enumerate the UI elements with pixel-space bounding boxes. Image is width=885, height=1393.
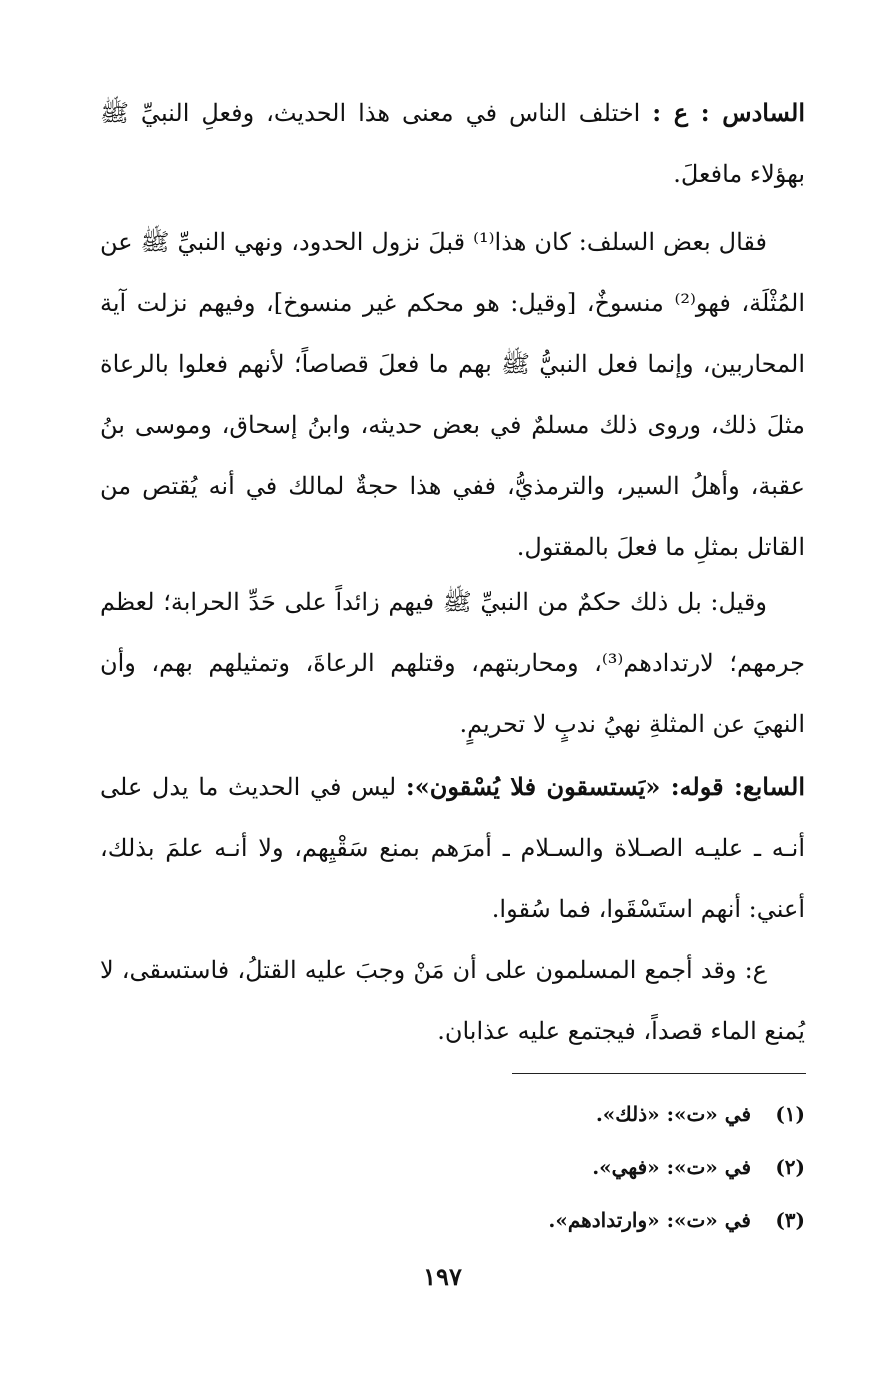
paragraph-text xyxy=(100,212,805,578)
paragraph-sixth xyxy=(100,82,805,205)
footnote-text: في «ت»: «فهي». xyxy=(592,1155,751,1179)
paragraph-body: ليس في الحديث ما يدل على أنـه ـ عليـه الصـلاة والسـلام ـ أمرَهم بمنع سَقْيِهم، ولا أنـه علمَ بذلك، أعني: أنهم استَسْقَوا، فما سُقوا. xyxy=(100,773,805,923)
footnote-number: (١) xyxy=(775,1102,805,1126)
paragraph-seventh xyxy=(100,756,805,940)
paragraph-salaf-opinion xyxy=(100,212,805,578)
footnote-number: (٣) xyxy=(775,1208,805,1232)
footnote-divider xyxy=(512,1073,806,1074)
footnote-item xyxy=(300,1088,805,1141)
paragraph-lead: السادس : ع : xyxy=(652,98,805,127)
paragraph-text xyxy=(100,82,805,205)
paragraph-body: وقيل: بل ذلك حكمٌ من النبيِّ ﷺ فيهم زائداً على حَدِّ الحرابة؛ لعظم جرمهم؛ لارتدادهم⁽³⁾، ومحاربتهم، وقتلهم الرعاةَ، وتمثيلهم بهم، وأن النهيَ عن المثلةِ نهيُ ندبٍ لا تحريمٍ. xyxy=(100,588,805,738)
paragraph-lead: السابع: قوله: «يَستسقون فلا يُسْقون»: xyxy=(405,772,805,801)
page-number: ١٩٧ xyxy=(423,1262,462,1291)
paragraph-body: ع: وقد أجمع المسلمون على أن مَنْ وجبَ عليه القتلُ، فاستسقى، لا يُمنع الماء قصداً، فيجتمع عليه عذابان. xyxy=(100,956,805,1045)
paragraph-body: اختلف الناس في معنى هذا الحديث، وفعلِ النبيِّ ﷺ بهؤلاء مافعلَ. xyxy=(100,99,805,188)
paragraph-alternative-opinion xyxy=(100,572,805,755)
footnote-item xyxy=(300,1194,805,1247)
footnote-number: (٢) xyxy=(775,1155,805,1179)
paragraph-text xyxy=(100,756,805,940)
paragraph-text xyxy=(100,572,805,755)
footnote-item xyxy=(300,1141,805,1194)
footnote-text: في «ت»: «ذلك». xyxy=(595,1102,751,1126)
paragraph-consensus xyxy=(100,940,805,1062)
paragraph-text xyxy=(100,940,805,1062)
footnotes xyxy=(300,1088,805,1247)
paragraph-body: فقال بعض السلف: كان هذا⁽¹⁾ قبلَ نزول الحدود، ونهي النبيِّ ﷺ عن المُثْلَة، فهو⁽²⁾ منسوخٌ، [وقيل: هو محكم غير منسوخ]، وفيهم نزلت آية المحاربين، وإنما فعل النبيُّ ﷺ بهم ما فعلَ قصاصاً؛ لأنهم فعلوا بالرعاة مثلَ ذلك، وروى ذلك مسلمٌ في بعض حديثه، وابنُ إسحاق، وموسى بنُ عقبة، وأهلُ السير، والترمذيُّ، ففي هذا حجةٌ لمالك في أنه يُقتص من القاتل بمثلِ ما فعلَ بالمقتول. xyxy=(100,228,805,561)
footnote-text: في «ت»: «وارتدادهم». xyxy=(548,1208,751,1232)
